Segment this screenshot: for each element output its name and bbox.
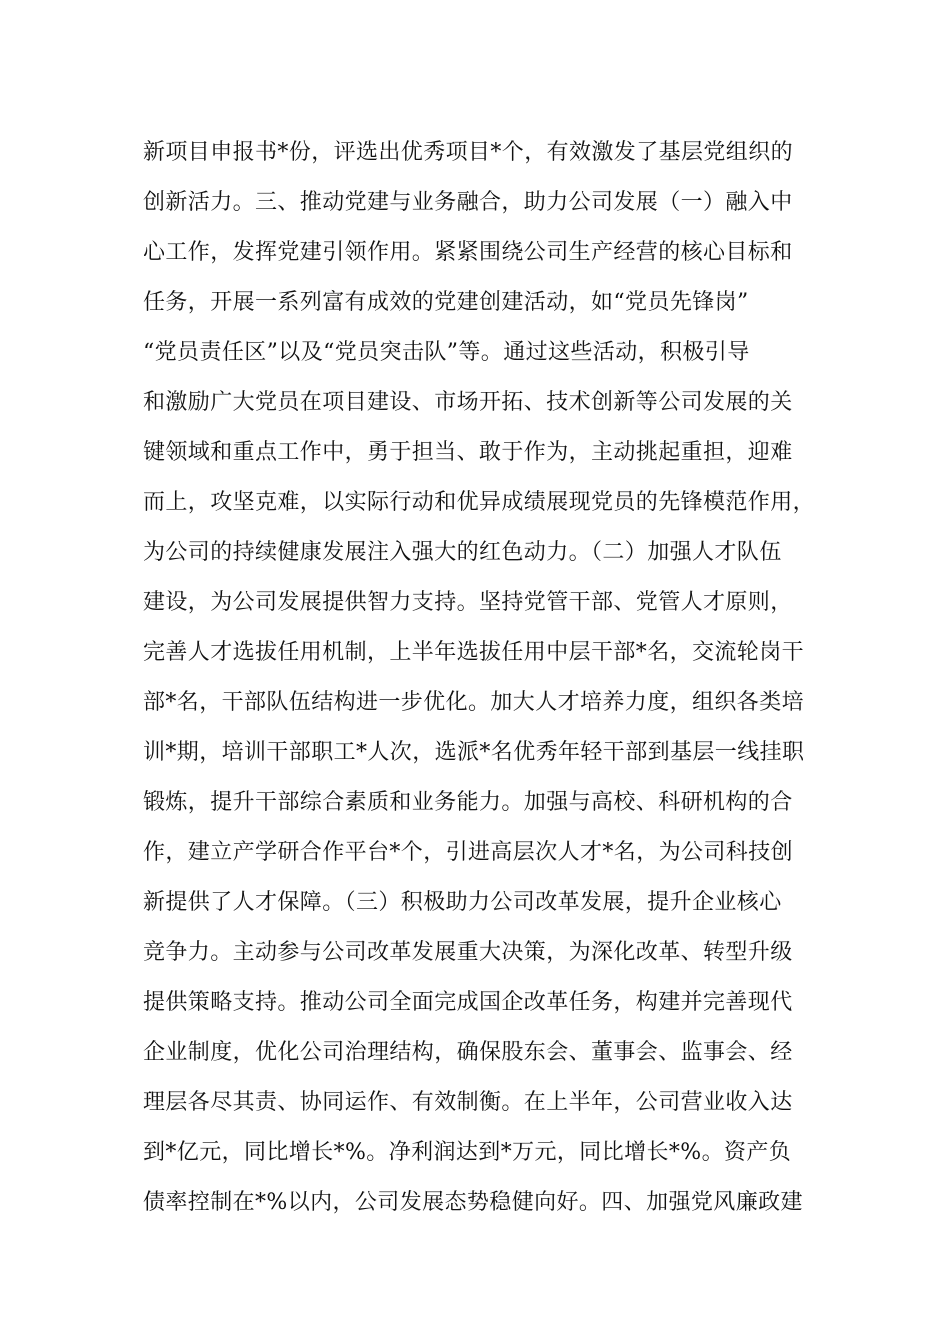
text-line: 锻炼，提升干部综合素质和业务能力。加强与高校、科研机构的合 bbox=[143, 790, 793, 815]
body-text bbox=[143, 128, 833, 1228]
text-line: 任务，开展一系列富有成效的党建创建活动，如“党员先锋岗” bbox=[143, 290, 749, 315]
text-line: 创新活力。三、推动党建与业务融合，助力公司发展（一）融入中 bbox=[143, 190, 793, 215]
text-line: 训*期，培训干部职工*人次，选派*名优秀年轻干部到基层一线挂职 bbox=[143, 740, 805, 765]
text-line: 债率控制在*%以内，公司发展态势稳健向好。四、加强党风廉政建 bbox=[143, 1190, 803, 1215]
text-line: 作，建立产学研合作平台*个，引进高层次人才*名，为公司科技创 bbox=[143, 840, 794, 865]
text-line: 竞争力。主动参与公司改革发展重大决策，为深化改革、转型升级 bbox=[143, 940, 793, 965]
text-line: 为公司的持续健康发展注入强大的红色动力。（二）加强人才队伍 bbox=[143, 540, 782, 565]
text-line: 建设，为公司发展提供智力支持。坚持党管干部、党管人才原则， bbox=[143, 590, 793, 615]
text-line: “党员责任区”以及“党员突击队”等。通过这些活动，积极引导 bbox=[143, 340, 750, 365]
text-line: 和激励广大党员在项目建设、市场开拓、技术创新等公司发展的关 bbox=[143, 390, 793, 415]
text-line: 新项目申报书*份，评选出优秀项目*个，有效激发了基层党组织的 bbox=[143, 140, 794, 165]
text-line: 部*名，干部队伍结构进一步优化。加大人才培养力度，组织各类培 bbox=[143, 690, 805, 715]
text-line: 键领域和重点工作中，勇于担当、敢于作为，主动挑起重担，迎难 bbox=[143, 440, 793, 465]
text-line: 企业制度，优化公司治理结构，确保股东会、董事会、监事会、经 bbox=[143, 1040, 793, 1065]
text-line: 心工作，发挥党建引领作用。紧紧围绕公司生产经营的核心目标和 bbox=[143, 240, 793, 265]
text-line: 而上，攻坚克难，以实际行动和优异成绩展现党员的先锋模范作用， bbox=[143, 490, 816, 515]
text-line: 提供策略支持。推动公司全面完成国企改革任务，构建并完善现代 bbox=[143, 990, 793, 1015]
text-line: 理层各尽其责、协同运作、有效制衡。在上半年，公司营业收入达 bbox=[143, 1090, 793, 1115]
text-line: 到*亿元，同比增长*%。净利润达到*万元，同比增长*%。资产负 bbox=[143, 1140, 792, 1165]
text-line: 新提供了人才保障。（三）积极助力公司改革发展，提升企业核心 bbox=[143, 890, 782, 915]
text-line: 完善人才选拔任用机制，上半年选拔任用中层干部*名，交流轮岗干 bbox=[143, 640, 805, 665]
